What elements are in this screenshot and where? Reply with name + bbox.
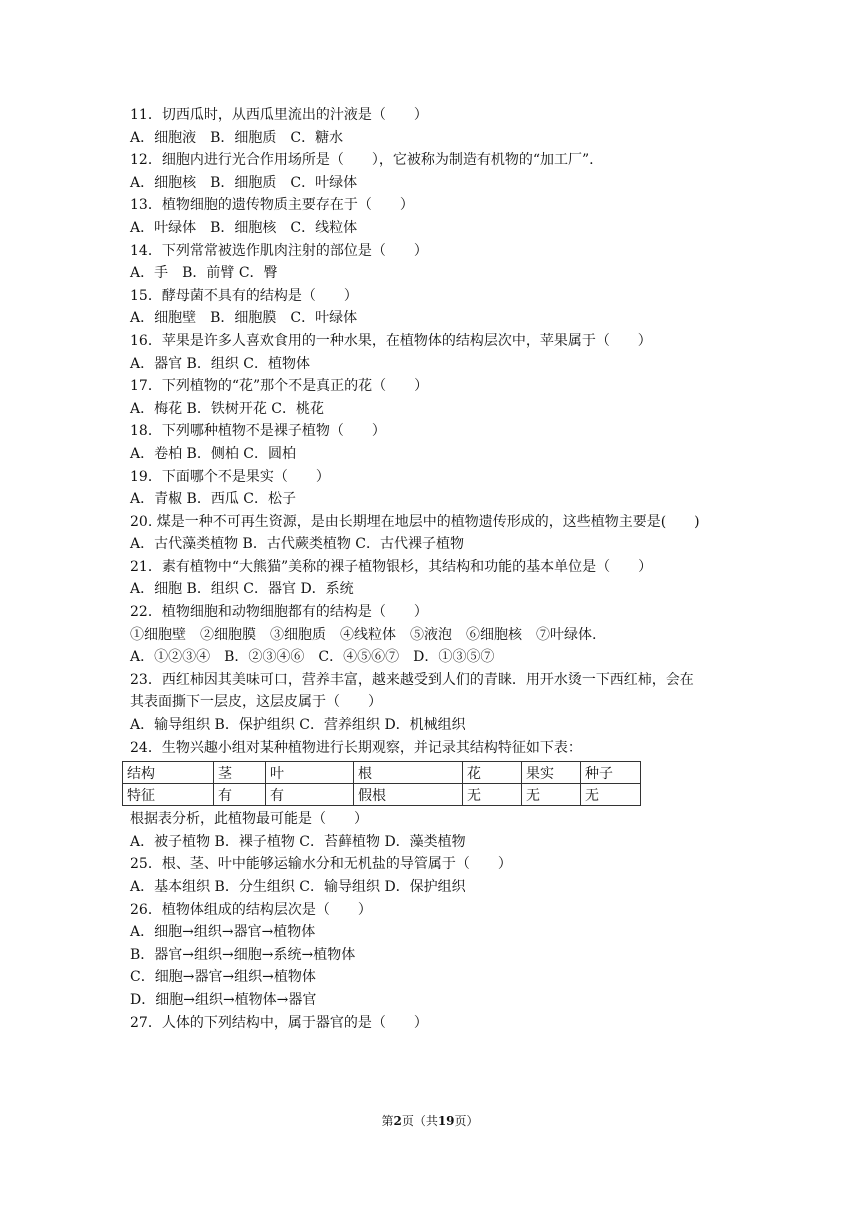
- question-line: 14．下列常常被选作肌肉注射的部位是（ ）: [130, 242, 428, 259]
- table-cell: 假根: [354, 784, 463, 806]
- footer-middle: 页（共: [401, 1114, 438, 1128]
- option-line: A．被子植物 B．裸子植物 C．苔藓植物 D．藻类植物: [130, 833, 466, 850]
- page-footer: [0, 1112, 860, 1129]
- table-cell: 种子: [581, 762, 641, 784]
- table-cell: 有: [214, 784, 266, 806]
- table-cell: 无: [581, 784, 641, 806]
- footer-suffix: 页）: [454, 1114, 479, 1128]
- option-line: A．叶绿体 B．细胞核 C．线粒体: [130, 219, 358, 236]
- table-cell: 无: [463, 784, 522, 806]
- option-line: A．基本组织 B．分生组织 C．输导组织 D．保护组织: [130, 879, 466, 895]
- question-23: [130, 669, 740, 737]
- option-line: A．①②③④ B．②③④⑥ C．④⑤⑥⑦ D．①③⑤⑦: [130, 649, 495, 666]
- option-line: D．细胞→组织→植物体→器官: [130, 991, 317, 1008]
- table-cell: 根: [354, 762, 463, 784]
- question-line: 24．生物兴趣小组对某种植物进行长期观察，并记录其结构特征如下表：: [130, 739, 582, 756]
- option-line: A．梅花 B．铁树开花 C．桃花: [130, 400, 325, 417]
- question-line: 22．植物细胞和动物细胞都有的结构是（ ）: [130, 604, 428, 621]
- option-line: C．细胞→器官→组织→植物体: [130, 969, 316, 986]
- option-line: A．细胞壁 B．细胞膜 C．叶绿体: [130, 310, 358, 327]
- option-line: A．器官 B．组织 C．植物体: [130, 355, 311, 372]
- option-line: A．细胞 B．组织 C．器官 D．系统: [130, 581, 354, 598]
- question-line: 26．植物体组成的结构层次是（ ）: [130, 901, 372, 918]
- table-cell: 有: [266, 784, 354, 806]
- footer-page-number: 2: [393, 1114, 402, 1128]
- question-line: 23．西红柿因其美味可口，营养丰富，越来越受到人们的青睐．用开水烫一下西红柿，会在: [130, 671, 694, 688]
- feature-table: [122, 761, 641, 806]
- table-cell: 花: [463, 762, 522, 784]
- question-line: 17．下列植物的“花”那个不是真正的花（ ）: [130, 378, 429, 395]
- question-line: 15．酵母菌不具有的结构是（ ）: [130, 287, 358, 304]
- option-line: A．输导组织 B．保护组织 C．营养组织 D．机械组织: [130, 717, 466, 734]
- question-line: 25．根、茎、叶中能够运输水分和无机盐的导管属于（ ）: [130, 856, 512, 873]
- question-line: 12．细胞内进行光合作用场所是（ ），它被称为制造有机物的“加工厂”.: [130, 152, 594, 169]
- question-line: 21．素有植物中“大熊猫”美称的裸子植物银杉，其结构和功能的基本单位是（ ）: [130, 558, 653, 575]
- option-line: A．细胞核 B．细胞质 C．叶绿体: [130, 174, 358, 191]
- footer-prefix: 第: [381, 1114, 394, 1128]
- table-header-row: [123, 762, 641, 784]
- option-line: A．青椒 B．西瓜 C．松子: [130, 491, 297, 508]
- question-block-25-27: [130, 853, 740, 1034]
- option-line: B．器官→组织→细胞→系统→植物体: [130, 946, 356, 963]
- table-row: [123, 784, 641, 806]
- option-line: A．细胞液 B．细胞质 C．糖水: [130, 129, 344, 146]
- question-line: 20. 煤是一种不可再生资源，是由长期埋在地层中的植物遗传形成的，这些植物主要是( ): [130, 513, 700, 530]
- question-content: [127, 104, 740, 1034]
- question-line: 13．植物细胞的遗传物质主要存在于（ ）: [130, 197, 414, 214]
- question-line: 27．人体的下列结构中，属于器官的是（ ）: [130, 1014, 428, 1031]
- question-line: 18．下列哪种植物不是裸子植物（ ）: [130, 423, 386, 440]
- question-line: 19．下面哪个不是果实（ ）: [130, 468, 330, 485]
- option-line: A．手 B．前臂 C．臀: [130, 265, 278, 282]
- option-line: A．古代藻类植物 B．古代蕨类植物 C．古代裸子植物: [130, 536, 465, 553]
- table-cell: 特征: [123, 784, 214, 806]
- table-cell: 无: [522, 784, 581, 806]
- question-line: 其表面撕下一层皮，这层皮属于（ ）: [130, 694, 382, 711]
- question-24: [127, 737, 740, 854]
- option-line: A．细胞→组织→器官→植物体: [130, 924, 316, 941]
- question-line: 16．苹果是许多人喜欢食用的一种水果，在植物体的结构层次中，苹果属于（ ）: [130, 332, 652, 349]
- table-cell: 果实: [522, 762, 581, 784]
- table-cell: 叶: [266, 762, 354, 784]
- option-line: A．卷柏 B．侧柏 C．圆柏: [130, 445, 297, 462]
- table-cell: 结构: [123, 762, 214, 784]
- question-line: 根据表分析，此植物最可能是（ ）: [130, 811, 368, 828]
- table-cell: 茎: [214, 762, 266, 784]
- structure-list-line: ①细胞壁 ②细胞膜 ③细胞质 ④线粒体 ⑤液泡 ⑥细胞核 ⑦叶绿体.: [130, 626, 597, 643]
- question-block-11-22: [130, 104, 740, 669]
- question-line: 11．切西瓜时，从西瓜里流出的汁液是（ ）: [130, 107, 428, 123]
- footer-total-pages: 19: [437, 1114, 455, 1128]
